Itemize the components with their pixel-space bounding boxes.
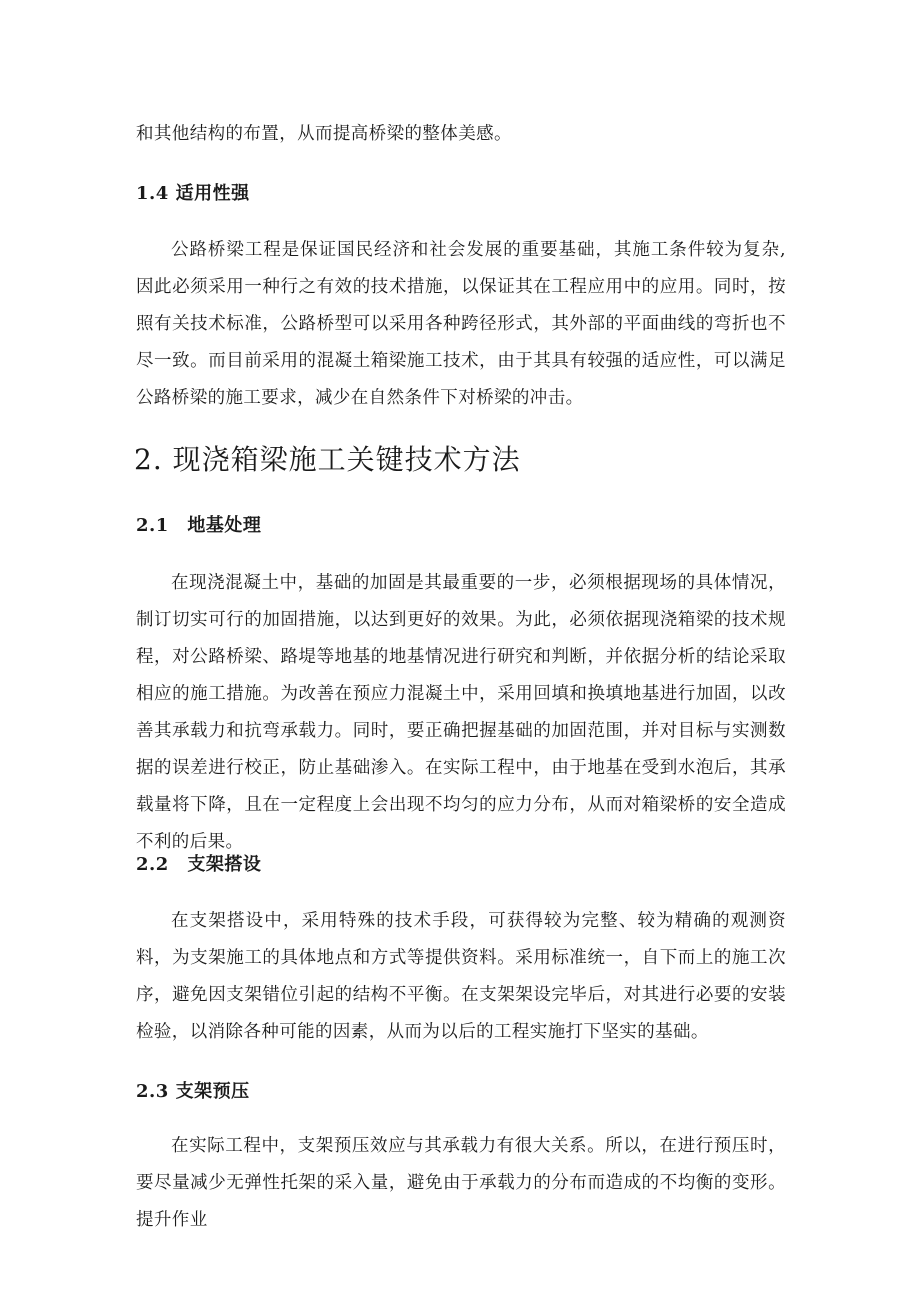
continuation-paragraph: 和其他结构的布置，从而提高桥梁的整体美感。 (136, 124, 512, 144)
section-heading-2-3: 2.3 支架预压 (136, 1081, 250, 1102)
section-2-1-paragraph: 在现浇混凝土中，基础的加固是其最重要的一步，必须根据现场的具体情况，制订切实可行的加固措施，以达到更好的效果。为此，必须依据现浇箱梁的技术规程，对公路桥梁、路堤等地基的地基情况进行研究和判断，并依据分析的结论采取相应的施工措施。为改善在预应力混凝土中，采用回填和换填地基进行加固，以改善其承载力和抗弯承载力。同时，要正确把握基础的加固范围，并对目标与实测数据的误差进行校正，防止基础渗入。在实际工程中，由于地基在受到水泡后，其承载量将下降，且在一定程度上会出现不均匀的应力分布，从而对箱梁桥的安全造成不利的后果。 (136, 573, 786, 852)
section-heading-2-1: 2.1 地基处理 (136, 515, 262, 536)
chapter-heading-2: 2. 现浇箱梁施工关键技术方法 (134, 443, 521, 476)
section-heading-2-2: 2.2 支架搭设 (136, 854, 262, 875)
section-heading-1-4: 1.4 适用性强 (136, 183, 250, 204)
section-1-4-paragraph: 公路桥梁工程是保证国民经济和社会发展的重要基础，其施工条件较为复杂, 因此必须采用一种行之有效的技术措施，以保证其在工程应用中的应用。同时，按照有关技术标准，公路桥型可以采用各种跨径形式，其外部的平面曲线的弯折也不尽一致。而目前采用的混凝土箱梁施工技术，由于其具有较强的适应性，可以满足公路桥梁的施工要求，减少在自然条件下对桥梁的冲击。 (136, 240, 786, 408)
section-2-2-paragraph: 在支架搭设中，采用特殊的技术手段，可获得较为完整、较为精确的观测资料，为支架施工的具体地点和方式等提供资料。采用标准统一，自下而上的施工次序，避免因支架错位引起的结构不平衡。在支架架设完毕后，对其进行必要的安装检验，以消除各种可能的因素，从而为以后的工程实施打下坚实的基础。 (136, 911, 786, 1042)
section-2-3-paragraph: 在实际工程中，支架预压效应与其承载力有很大关系。所以，在进行预压时，要尽量减少无弹性托架的采入量，避免由于承载力的分布而造成的不均衡的变形。提升作业 (136, 1136, 786, 1230)
